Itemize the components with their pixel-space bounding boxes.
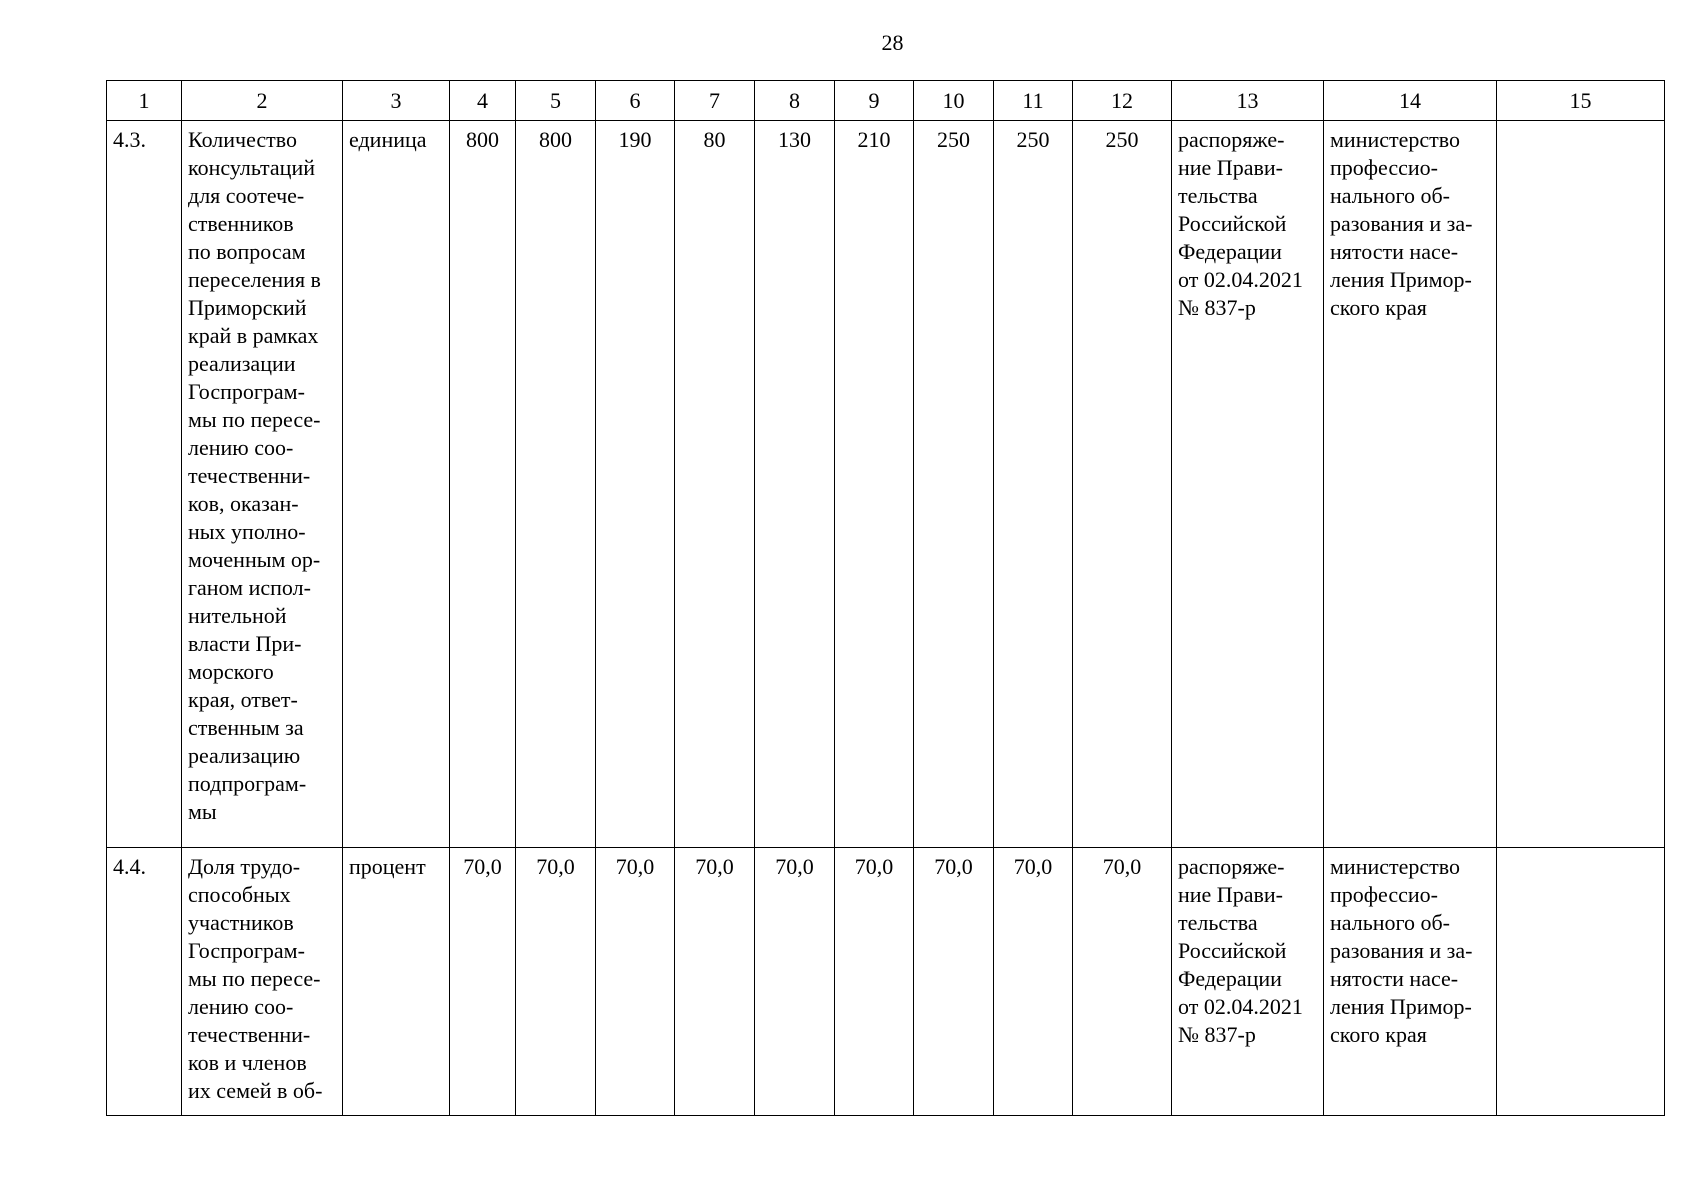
value-cell: 190 bbox=[596, 121, 675, 848]
value-cell: 130 bbox=[755, 121, 835, 848]
row-id-cell: 4.3. bbox=[107, 121, 182, 848]
unit-cell: процент bbox=[343, 848, 450, 1116]
basis-cell: распоряже- ние Прави- тельства Российской Федерации от 02.04.2021 № 837-р bbox=[1172, 848, 1324, 1116]
value-cell: 70,0 bbox=[835, 848, 914, 1116]
value-cell: 70,0 bbox=[675, 848, 755, 1116]
table-row bbox=[107, 848, 1665, 1116]
value-cell: 800 bbox=[516, 121, 596, 848]
basis-cell: распоряже- ние Прави- тельства Российской Федерации от 02.04.2021 № 837-р bbox=[1172, 121, 1324, 848]
indicator-name-cell: Доля трудо- способных участников Госпрограм- мы по пересе- лению соо- течественни- ков и членов их семей в об- bbox=[182, 848, 343, 1116]
empty-cell bbox=[1497, 848, 1665, 1116]
value-cell: 70,0 bbox=[1073, 848, 1172, 1116]
value-cell: 70,0 bbox=[596, 848, 675, 1116]
value-cell: 250 bbox=[1073, 121, 1172, 848]
column-header: 13 bbox=[1172, 81, 1324, 121]
value-cell: 70,0 bbox=[516, 848, 596, 1116]
column-header: 10 bbox=[914, 81, 994, 121]
column-header: 7 bbox=[675, 81, 755, 121]
value-cell: 800 bbox=[450, 121, 516, 848]
indicators-table bbox=[106, 80, 1665, 1116]
value-cell: 70,0 bbox=[994, 848, 1073, 1116]
value-cell: 250 bbox=[994, 121, 1073, 848]
table-row bbox=[107, 121, 1665, 848]
responsible-cell: министерство профессио- нального об- разования и за- нятости насе- ления Примор- ского края bbox=[1324, 848, 1497, 1116]
unit-cell: единица bbox=[343, 121, 450, 848]
column-header: 2 bbox=[182, 81, 343, 121]
value-cell: 210 bbox=[835, 121, 914, 848]
column-header: 14 bbox=[1324, 81, 1497, 121]
column-header: 3 bbox=[343, 81, 450, 121]
column-header-row bbox=[107, 81, 1665, 121]
column-header: 5 bbox=[516, 81, 596, 121]
page-number: 28 bbox=[881, 30, 904, 55]
column-header: 9 bbox=[835, 81, 914, 121]
column-header: 1 bbox=[107, 81, 182, 121]
column-header: 15 bbox=[1497, 81, 1665, 121]
indicator-name-cell: Количество консультаций для соотече- ственников по вопросам переселения в Приморский край в рамках реализации Госпрограм- мы по пересе- лению соо- течественни- ков, оказан- ных уполно- моченным ор- ганом испол- нительной власти При- морского края, ответ- ственным за реализацию подпрограм- мы bbox=[182, 121, 343, 848]
column-header: 11 bbox=[994, 81, 1073, 121]
value-cell: 70,0 bbox=[755, 848, 835, 1116]
value-cell: 70,0 bbox=[914, 848, 994, 1116]
value-cell: 250 bbox=[914, 121, 994, 848]
value-cell: 70,0 bbox=[450, 848, 516, 1116]
value-cell: 80 bbox=[675, 121, 755, 848]
column-header: 6 bbox=[596, 81, 675, 121]
column-header: 4 bbox=[450, 81, 516, 121]
empty-cell bbox=[1497, 121, 1665, 848]
row-id-cell: 4.4. bbox=[107, 848, 182, 1116]
column-header: 8 bbox=[755, 81, 835, 121]
column-header: 12 bbox=[1073, 81, 1172, 121]
responsible-cell: министерство профессио- нального об- разования и за- нятости насе- ления Примор- ского края bbox=[1324, 121, 1497, 848]
